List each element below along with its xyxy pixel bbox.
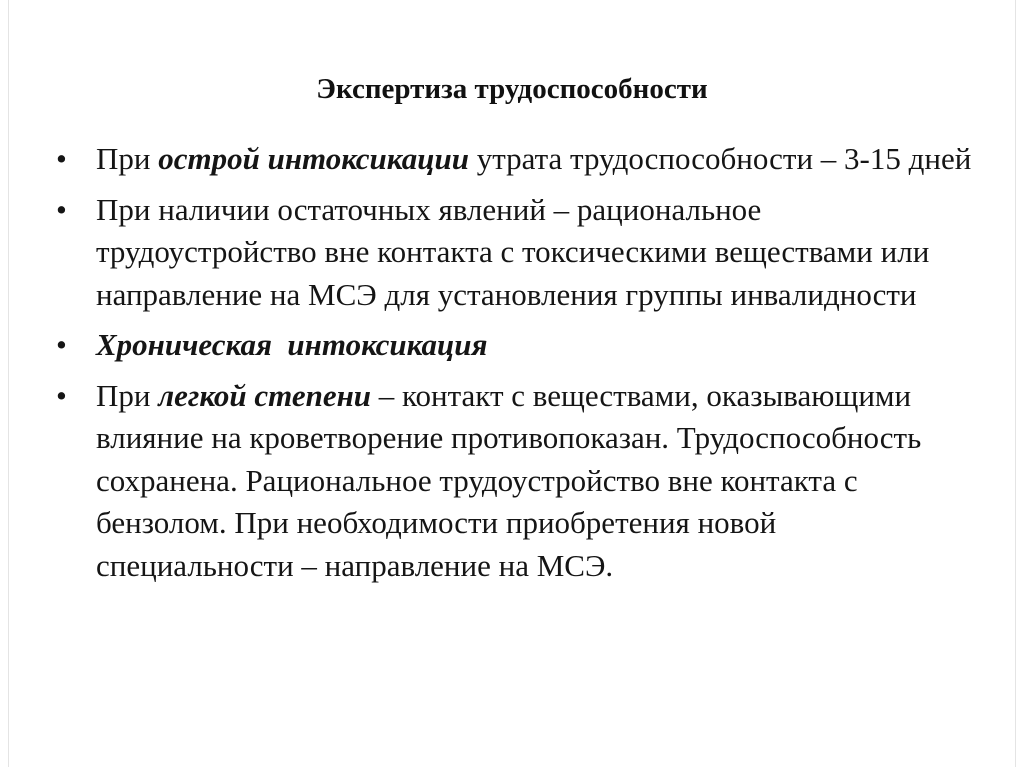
bullet-text-emphasis: легкой степени: [158, 377, 372, 413]
bullet-text-suffix: – контакт с веществами, оказывающими влияние на кроветворение противопоказан. Трудоспособность сохранена. Рациональное трудоустройство вне контакта с бензолом. При необходимости приобретения новой специальности – направление на МСЭ.: [96, 377, 922, 583]
slide-right-border: [1015, 0, 1016, 767]
slide-title: Экспертиза трудоспособности: [316, 73, 708, 105]
bullet-text: При наличии остаточных явлений – рациональное трудоустройство вне контакта с токсическими веществами или направление на МСЭ для установления группы инвалидности: [96, 191, 930, 312]
bullet-marker: •: [56, 377, 67, 413]
bullet-text-prefix: При: [96, 141, 159, 176]
bullet-text-emphasis: Хроническая интоксикация: [96, 327, 488, 362]
bullet-text-emphasis: острой интоксикации: [158, 141, 469, 176]
bullet-marker: •: [56, 327, 67, 362]
bullet-text-suffix: утрата трудоспособности – 3-15 дней: [468, 141, 972, 176]
bullet-text-prefix: При: [96, 377, 159, 413]
bullet-marker: •: [56, 191, 67, 227]
bullet-item-residual: [56, 189, 976, 317]
bullet-item-mild: [56, 375, 976, 588]
bullet-item-chronic: [56, 324, 976, 367]
bullet-marker: •: [56, 141, 67, 176]
bullet-list: [56, 138, 976, 595]
bullet-item-acute: [56, 138, 976, 181]
slide-left-border: [8, 0, 9, 767]
